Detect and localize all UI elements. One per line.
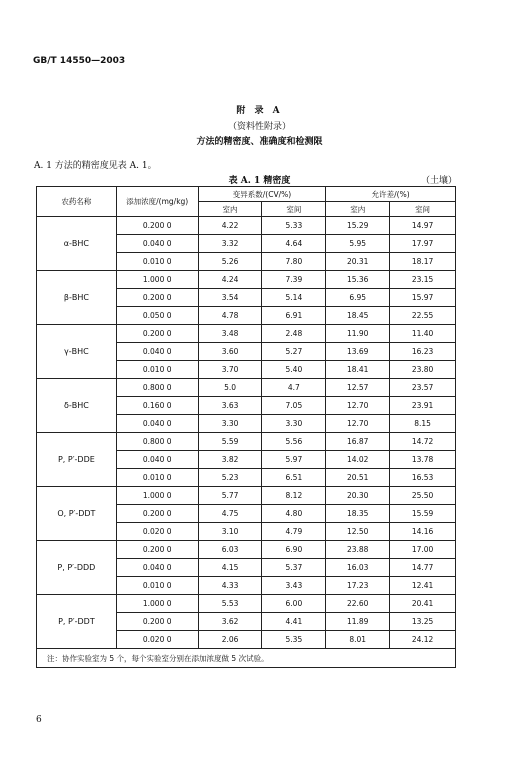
cv-within-cell: 5.23 [198, 469, 262, 487]
concentration-cell: 0.040 0 [116, 235, 198, 253]
appendix-subtitle: （资料性附录） [227, 122, 291, 132]
cv-within-cell: 3.62 [198, 613, 262, 631]
compound-name: O, P′-DDT [37, 487, 117, 541]
concentration-cell: 0.200 0 [116, 325, 198, 343]
concentration-cell: 0.040 0 [116, 559, 198, 577]
cv-within-cell: 3.30 [198, 415, 262, 433]
allowed-between-cell: 23.91 [390, 397, 456, 415]
allowed-within-cell: 18.41 [326, 361, 390, 379]
concentration-cell: 1.000 0 [116, 487, 198, 505]
allowed-between-cell: 12.41 [390, 577, 456, 595]
table-row [37, 433, 456, 451]
allowed-within-cell: 13.69 [326, 343, 390, 361]
allowed-between-cell: 23.15 [390, 271, 456, 289]
allowed-between-cell: 14.97 [390, 217, 456, 235]
allowed-within-cell: 18.35 [326, 505, 390, 523]
header-concentration: 添加浓度/(mg/kg) [116, 187, 198, 217]
cv-within-cell: 3.32 [198, 235, 262, 253]
standard-number: GB/T 14550—2003 [33, 56, 126, 66]
header-cv-group: 变异系数/(CV/%) [198, 187, 326, 202]
table-row [37, 595, 456, 613]
cv-between-cell: 5.40 [262, 361, 326, 379]
appendix-title: 附 录 A [236, 106, 283, 116]
header-cv-between: 室间 [262, 202, 326, 217]
allowed-within-cell: 22.60 [326, 595, 390, 613]
allowed-within-cell: 5.95 [326, 235, 390, 253]
concentration-cell: 0.800 0 [116, 433, 198, 451]
cv-within-cell: 5.0 [198, 379, 262, 397]
allowed-between-cell: 8.15 [390, 415, 456, 433]
allowed-within-cell: 20.51 [326, 469, 390, 487]
table-caption [0, 173, 519, 186]
cv-between-cell: 4.7 [262, 379, 326, 397]
compound-name: P, P′-DDE [37, 433, 117, 487]
allowed-between-cell: 24.12 [390, 631, 456, 649]
header-compound: 农药名称 [37, 187, 117, 217]
compound-name: P, P′-DDT [37, 595, 117, 649]
cv-within-cell: 3.54 [198, 289, 262, 307]
allowed-between-cell: 11.40 [390, 325, 456, 343]
concentration-cell: 0.200 0 [116, 613, 198, 631]
table-body [37, 217, 456, 649]
allowed-between-cell: 17.97 [390, 235, 456, 253]
cv-within-cell: 4.75 [198, 505, 262, 523]
allowed-within-cell: 12.70 [326, 397, 390, 415]
allowed-between-cell: 16.53 [390, 469, 456, 487]
allowed-within-cell: 12.57 [326, 379, 390, 397]
cv-between-cell: 5.97 [262, 451, 326, 469]
cv-within-cell: 6.03 [198, 541, 262, 559]
concentration-cell: 0.040 0 [116, 415, 198, 433]
allowed-between-cell: 25.50 [390, 487, 456, 505]
cv-within-cell: 3.70 [198, 361, 262, 379]
cv-between-cell: 5.37 [262, 559, 326, 577]
cv-between-cell: 8.12 [262, 487, 326, 505]
allowed-within-cell: 17.23 [326, 577, 390, 595]
allowed-within-cell: 15.29 [326, 217, 390, 235]
allowed-within-cell: 18.45 [326, 307, 390, 325]
table-row [37, 217, 456, 235]
cv-between-cell: 4.80 [262, 505, 326, 523]
concentration-cell: 0.200 0 [116, 289, 198, 307]
header-allowed-within: 室内 [326, 202, 390, 217]
concentration-cell: 0.010 0 [116, 577, 198, 595]
table-row [37, 325, 456, 343]
allowed-within-cell: 14.02 [326, 451, 390, 469]
compound-name: γ-BHC [37, 325, 117, 379]
cv-between-cell: 7.05 [262, 397, 326, 415]
cv-within-cell: 4.24 [198, 271, 262, 289]
allowed-within-cell: 8.01 [326, 631, 390, 649]
allowed-between-cell: 14.16 [390, 523, 456, 541]
allowed-between-cell: 15.59 [390, 505, 456, 523]
cv-within-cell: 5.59 [198, 433, 262, 451]
header-allowed-group: 允许差/(%) [326, 187, 456, 202]
allowed-between-cell: 16.23 [390, 343, 456, 361]
allowed-within-cell: 20.31 [326, 253, 390, 271]
concentration-cell: 1.000 0 [116, 271, 198, 289]
concentration-cell: 0.200 0 [116, 505, 198, 523]
header-allowed-between: 室间 [390, 202, 456, 217]
cv-between-cell: 2.48 [262, 325, 326, 343]
allowed-between-cell: 13.25 [390, 613, 456, 631]
cv-between-cell: 7.39 [262, 271, 326, 289]
cv-between-cell: 3.43 [262, 577, 326, 595]
page-number: 6 [36, 715, 42, 725]
allowed-between-cell: 14.72 [390, 433, 456, 451]
allowed-between-cell: 23.57 [390, 379, 456, 397]
cv-within-cell: 3.60 [198, 343, 262, 361]
cv-within-cell: 2.06 [198, 631, 262, 649]
cv-between-cell: 6.00 [262, 595, 326, 613]
allowed-within-cell: 23.88 [326, 541, 390, 559]
allowed-within-cell: 11.90 [326, 325, 390, 343]
concentration-cell: 0.200 0 [116, 541, 198, 559]
cv-between-cell: 5.33 [262, 217, 326, 235]
allowed-between-cell: 20.41 [390, 595, 456, 613]
allowed-between-cell: 14.77 [390, 559, 456, 577]
cv-between-cell: 4.79 [262, 523, 326, 541]
compound-name: β-BHC [37, 271, 117, 325]
cv-between-cell: 6.90 [262, 541, 326, 559]
allowed-between-cell: 15.97 [390, 289, 456, 307]
cv-within-cell: 3.63 [198, 397, 262, 415]
cv-between-cell: 6.51 [262, 469, 326, 487]
allowed-within-cell: 12.50 [326, 523, 390, 541]
concentration-cell: 0.010 0 [116, 469, 198, 487]
allowed-within-cell: 16.03 [326, 559, 390, 577]
allowed-within-cell: 11.89 [326, 613, 390, 631]
allowed-within-cell: 12.70 [326, 415, 390, 433]
concentration-cell: 1.000 0 [116, 595, 198, 613]
cv-within-cell: 4.78 [198, 307, 262, 325]
allowed-between-cell: 23.80 [390, 361, 456, 379]
table-row [37, 271, 456, 289]
header-cv-within: 室内 [198, 202, 262, 217]
cv-between-cell: 4.41 [262, 613, 326, 631]
compound-name: P, P′-DDD [37, 541, 117, 595]
cv-within-cell: 4.15 [198, 559, 262, 577]
section-a1-text: A. 1 方法的精密度见表 A. 1。 [34, 161, 157, 171]
table-row [37, 541, 456, 559]
table-caption-text: 表 A. 1 精密度 [228, 176, 291, 186]
cv-between-cell: 5.27 [262, 343, 326, 361]
concentration-cell: 0.040 0 [116, 343, 198, 361]
concentration-cell: 0.010 0 [116, 361, 198, 379]
cv-within-cell: 5.53 [198, 595, 262, 613]
cv-within-cell: 5.26 [198, 253, 262, 271]
table-row [37, 379, 456, 397]
compound-name: α-BHC [37, 217, 117, 271]
cv-between-cell: 4.64 [262, 235, 326, 253]
cv-within-cell: 5.77 [198, 487, 262, 505]
allowed-within-cell: 15.36 [326, 271, 390, 289]
cv-between-cell: 3.30 [262, 415, 326, 433]
concentration-cell: 0.800 0 [116, 379, 198, 397]
concentration-cell: 0.200 0 [116, 217, 198, 235]
table-row [37, 487, 456, 505]
cv-between-cell: 5.56 [262, 433, 326, 451]
cv-within-cell: 3.48 [198, 325, 262, 343]
cv-within-cell: 3.82 [198, 451, 262, 469]
allowed-between-cell: 17.00 [390, 541, 456, 559]
cv-between-cell: 7.80 [262, 253, 326, 271]
cv-between-cell: 5.35 [262, 631, 326, 649]
concentration-cell: 0.040 0 [116, 451, 198, 469]
cv-between-cell: 6.91 [262, 307, 326, 325]
cv-between-cell: 5.14 [262, 289, 326, 307]
allowed-within-cell: 6.95 [326, 289, 390, 307]
appendix-heading: 方法的精密度、准确度和检测限 [196, 137, 323, 147]
cv-within-cell: 4.22 [198, 217, 262, 235]
allowed-within-cell: 16.87 [326, 433, 390, 451]
allowed-between-cell: 22.55 [390, 307, 456, 325]
allowed-between-cell: 13.78 [390, 451, 456, 469]
allowed-within-cell: 20.30 [326, 487, 390, 505]
concentration-cell: 0.010 0 [116, 253, 198, 271]
concentration-cell: 0.020 0 [116, 631, 198, 649]
concentration-cell: 0.020 0 [116, 523, 198, 541]
compound-name: δ-BHC [37, 379, 117, 433]
allowed-between-cell: 18.17 [390, 253, 456, 271]
cv-within-cell: 4.33 [198, 577, 262, 595]
table-note: 注：协作实验室为 5 个，每个实验室分别在添加浓度做 5 次试验。 [37, 649, 456, 668]
concentration-cell: 0.050 0 [116, 307, 198, 325]
concentration-cell: 0.160 0 [116, 397, 198, 415]
precision-table [36, 186, 456, 668]
table-unit: （土壤） [420, 176, 457, 186]
cv-within-cell: 3.10 [198, 523, 262, 541]
